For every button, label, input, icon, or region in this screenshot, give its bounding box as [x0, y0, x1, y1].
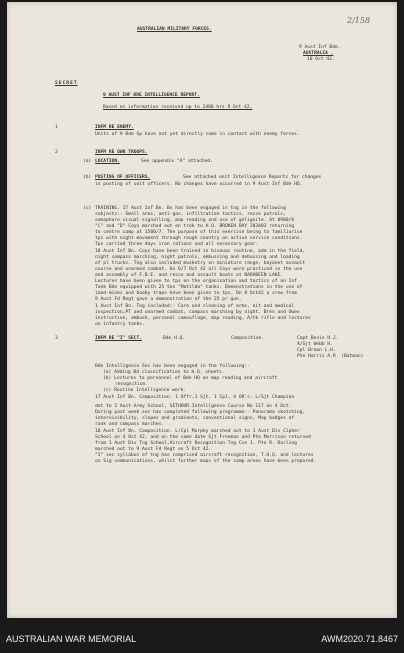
footer-institution: AUSTRALIAN WAR MEMORIAL [6, 634, 137, 644]
section-3-line: recognition. [115, 382, 149, 387]
document-header-title: AUSTRALIAN MILITARY FORCES. [137, 27, 212, 32]
section-3-line: School on 4 Oct 42, and on the same date Sjt Freeman and Pte Morrison returned [95, 435, 311, 440]
section-2-heading: INFM RE OWN TROOPS. [95, 150, 148, 155]
section-3-line: 17 Aust Inf Bn. Composition. 1 Offr,1 Sjt, 1 Cpl, 4 OR's. L/Sjt Champion [95, 395, 295, 400]
document-date: 10 Oct 42. [307, 57, 335, 62]
section-3-member: Pte Harris A.R. (Batman) [297, 354, 364, 359]
section-2c-line: and assembly of F.B.E. and recce and assault boats at NARABEEN LAKE. [95, 273, 284, 278]
section-2c-line: land-mines and booby traps have been given to tps. On 8 Oct42 a crew from [95, 291, 297, 296]
section-2a-text: See appendix "A" attached. [141, 159, 213, 164]
section-2c-line: inspection,PT and unarmed combat, compass marching by night, Bren and Owen [95, 310, 300, 315]
section-1-heading: INFM RE ENEMY. [95, 125, 134, 130]
section-3-heading: INFM RE "I" SECT. [95, 336, 143, 341]
section-3-line: marched out to 9 Aust Fd Regt on 5 Oct 42. [95, 447, 212, 452]
classification-label: SECRET [55, 81, 78, 86]
footer-accession-number: AWM2020.71.8467 [321, 634, 398, 644]
section-3-member: Cpl Brown L.H. [297, 348, 336, 353]
section-3-line: det to 2 Aust Army School, SETHOUR.Intelligence Course No 117 on 4 Oct. [95, 404, 292, 409]
section-3-line: During past week sec has completed following programme:- Panorama sketching, [95, 410, 306, 415]
section-3-line: (a) Adding Bd classification to H.Q. sheets. [103, 370, 225, 375]
section-3-member: Capt Bevis H.J. [297, 336, 339, 341]
section-3-bde-hq: Bde H.Q. [163, 336, 186, 341]
section-2c-line: 18 Aust Inf Bn. Coys have been trained in bivouac routine, adm in the field, [95, 249, 306, 254]
section-2c-line: "C" and "D" Coys marched out on trek to H.Q. BROKEN BAY 283403 returning [95, 224, 295, 229]
section-2c-label: (c) [83, 206, 92, 211]
section-2b-line-1: See attached unit Intelligence Reports for changes [183, 175, 322, 180]
section-2c-line: subjects:- Small arms, anti-gas, infiltration tactics, recce patrols, [95, 212, 286, 217]
section-2-number: 2 [55, 150, 58, 155]
section-2c-line: course and unarmed combat. On 6/7 Oct 42 all Coys were practiced in the use [95, 267, 303, 272]
section-3-line: Bde Intelligence Sec has been engaged in the following:- [95, 364, 250, 369]
section-2c-line: Tps carried three days iron rations and all necessary gear. [95, 242, 259, 247]
section-2c-line: tps with night movement through rough country on active service conditions. [95, 236, 303, 241]
unit-line-1: 9 Aust Inf Bde. [299, 45, 341, 50]
handwritten-reference: 2/158 [347, 16, 371, 25]
section-3-composition: Composition. [231, 336, 265, 341]
section-1-number: 1 [55, 125, 58, 130]
section-2b-line-2: in posting of unit officers. No changes have occurred in 9 Aust Inf Bde HQ. [95, 182, 303, 187]
section-2b-heading: POSTING OF OFFICERS. [95, 175, 151, 180]
section-2a-label: (a) [83, 159, 92, 164]
section-2c-line: of pl trucks. Tng also included musketry on miniature range, bayonet assault [95, 261, 306, 266]
section-3-line: on Sig communications, whilst further maps of the camp areas have been prepared. [95, 459, 317, 464]
section-3-number: 3 [55, 336, 58, 341]
section-3-line: (c) Routine Intelligence work. [103, 388, 186, 393]
section-2c-line: TRAINING. 17 Aust Inf Bn. Bn has been engaged in tng in the following [95, 206, 286, 211]
unit-line-2: AUSTRALIA . [303, 51, 334, 56]
section-1-text: Units of 9 Bde Gp have not yet directly come in contact with enemy forces. [95, 132, 300, 137]
section-2c-line: 9 Aust Fd Regt gave a demonstration of the 25 pr gun. [95, 297, 242, 302]
report-basis: Based on information received up to 2400 hrs 9 Oct 42. [103, 105, 253, 110]
section-2c-line: night compass marching, night patrols, embussing and debussing and loading [95, 255, 300, 260]
section-2b-label: (b) [83, 175, 92, 180]
section-2c-line: instruction, ambush, personal camouflage, map reading, A/tk rifle and lectures [95, 316, 311, 321]
section-3-line: (b) Lectures to personnel of Bde HQ on map reading and aircraft [103, 376, 278, 381]
section-2c-line: semaphore visual signalling, map reading and use of gelignite. At 0900/6 [95, 218, 295, 223]
section-3-member: A/Sjt Webb H. [297, 342, 333, 347]
section-2c-line: Tank Bde equipped with 25 ton "Matilda" tanks. Demonstrations in the use of [95, 285, 303, 290]
section-2c-line: Lectures have been given to tps on the organisation and tactics of an Inf [95, 279, 297, 284]
section-3-line: 18 Aust Inf Bn. Composition. L/Cpl Murphy marched out to 1 Aust Div Cipher [95, 429, 300, 434]
section-3-line: "I" sec syllabus of tng has comprised aircraft recognition, T.H.Q. and lectures [95, 453, 314, 458]
section-2c-line: to centre camp at 1500/7. The purpose of this exercise being to familiarise [95, 230, 303, 235]
archive-footer [0, 618, 404, 653]
section-3-line: intervisibility, slopes and gradients, conventional signs, Map badges of [95, 416, 295, 421]
section-2c-line: on infantry tanks. [95, 322, 145, 327]
section-2a-heading: LOCATION. [95, 159, 120, 164]
section-3-line: rank and compass marches. [95, 422, 165, 427]
section-3-line: from 1 Aust Div Tng School,Aircraft Recognition Tng Cse 1. Pte R. Darling [95, 441, 297, 446]
document-page [7, 2, 397, 618]
report-title: 9 AUST INF BDE INTELLIGENCE REPORT. [103, 93, 200, 98]
section-2c-line: 1 Aust Inf Bn. Tng included:- Care and cleaning of arms, kit and medical [95, 304, 295, 309]
